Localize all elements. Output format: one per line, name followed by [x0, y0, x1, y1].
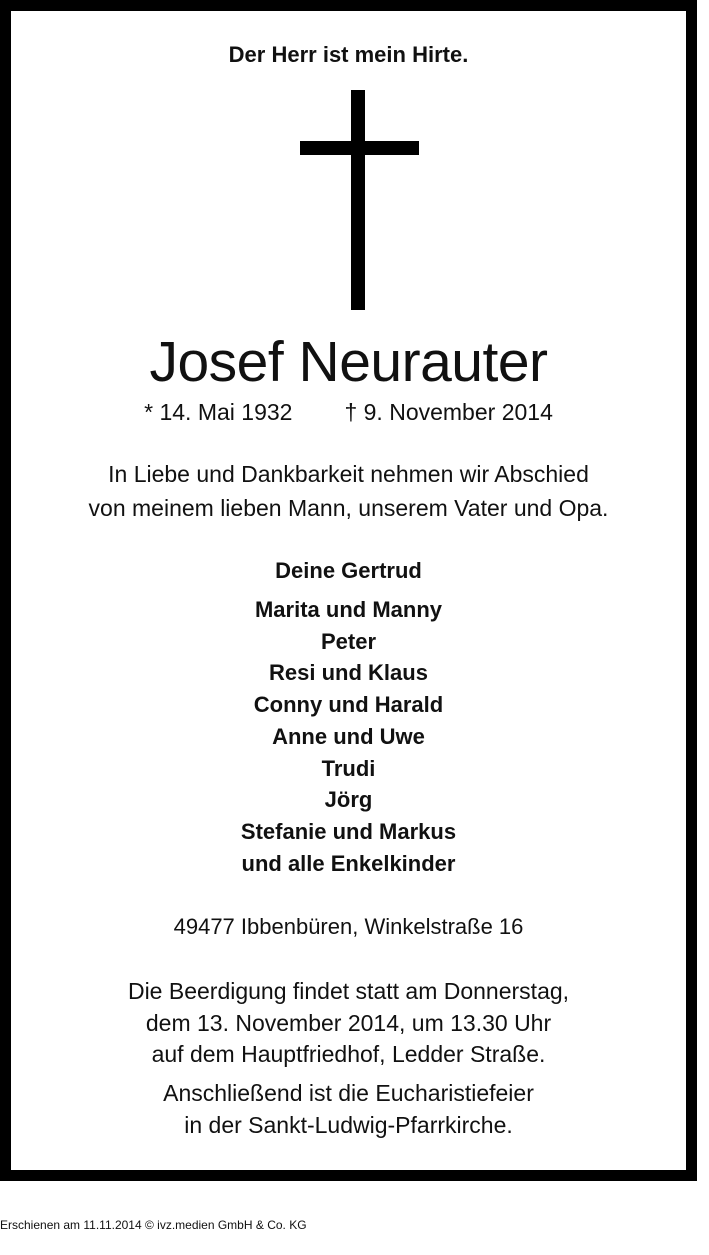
family-member: und alle Enkelkinder	[241, 850, 456, 876]
family-member: Jörg	[324, 787, 373, 813]
family-member: Stefanie und Markus	[240, 818, 457, 844]
family-member: Peter	[320, 628, 377, 654]
funeral-line: auf dem Hauptfriedhof, Ledder Straße.	[151, 1041, 546, 1067]
bible-verse-heading: Der Herr ist mein Hirte.	[228, 42, 469, 67]
funeral-line: Die Beerdigung findet statt am Donnerstag,	[127, 978, 570, 1004]
life-dates	[11, 397, 686, 427]
family-member: Marita und Manny	[254, 597, 442, 622]
mass-line: Anschließend ist die Eucharistiefeier	[163, 1080, 534, 1106]
cross-icon	[300, 90, 419, 310]
death-date: † 9. November 2014	[344, 399, 553, 425]
family-address: 49477 Ibbenbüren, Winkelstraße 16	[173, 914, 524, 939]
farewell-line: von meinem lieben Mann, unserem Vater und Opa.	[88, 495, 609, 521]
funeral-line: dem 13. November 2014, um 13.30 Uhr	[145, 1009, 552, 1036]
family-member: Anne und Uwe	[272, 723, 425, 749]
spouse-signature: Deine Gertrud	[275, 558, 422, 583]
family-member: Conny und Harald	[253, 692, 444, 718]
mass-details	[11, 1077, 686, 1141]
cross-vertical-bar	[351, 90, 365, 310]
funeral-details	[11, 976, 686, 1071]
family-signatures	[11, 594, 686, 879]
mass-line: in der Sankt-Ludwig-Pfarrkirche.	[184, 1112, 513, 1138]
family-member: Resi und Klaus	[269, 660, 428, 686]
publication-footer: Erschienen am 11.11.2014 © ivz.medien GmbH & Co. KG	[0, 1218, 307, 1232]
family-member: Trudi	[321, 755, 376, 781]
deceased-name: Josef Neurauter	[149, 330, 548, 394]
farewell-text	[11, 457, 686, 525]
cross-horizontal-bar	[300, 141, 419, 155]
farewell-line: In Liebe und Dankbarkeit nehmen wir Abschied	[108, 461, 589, 487]
birth-date: * 14. Mai 1932	[144, 399, 293, 425]
